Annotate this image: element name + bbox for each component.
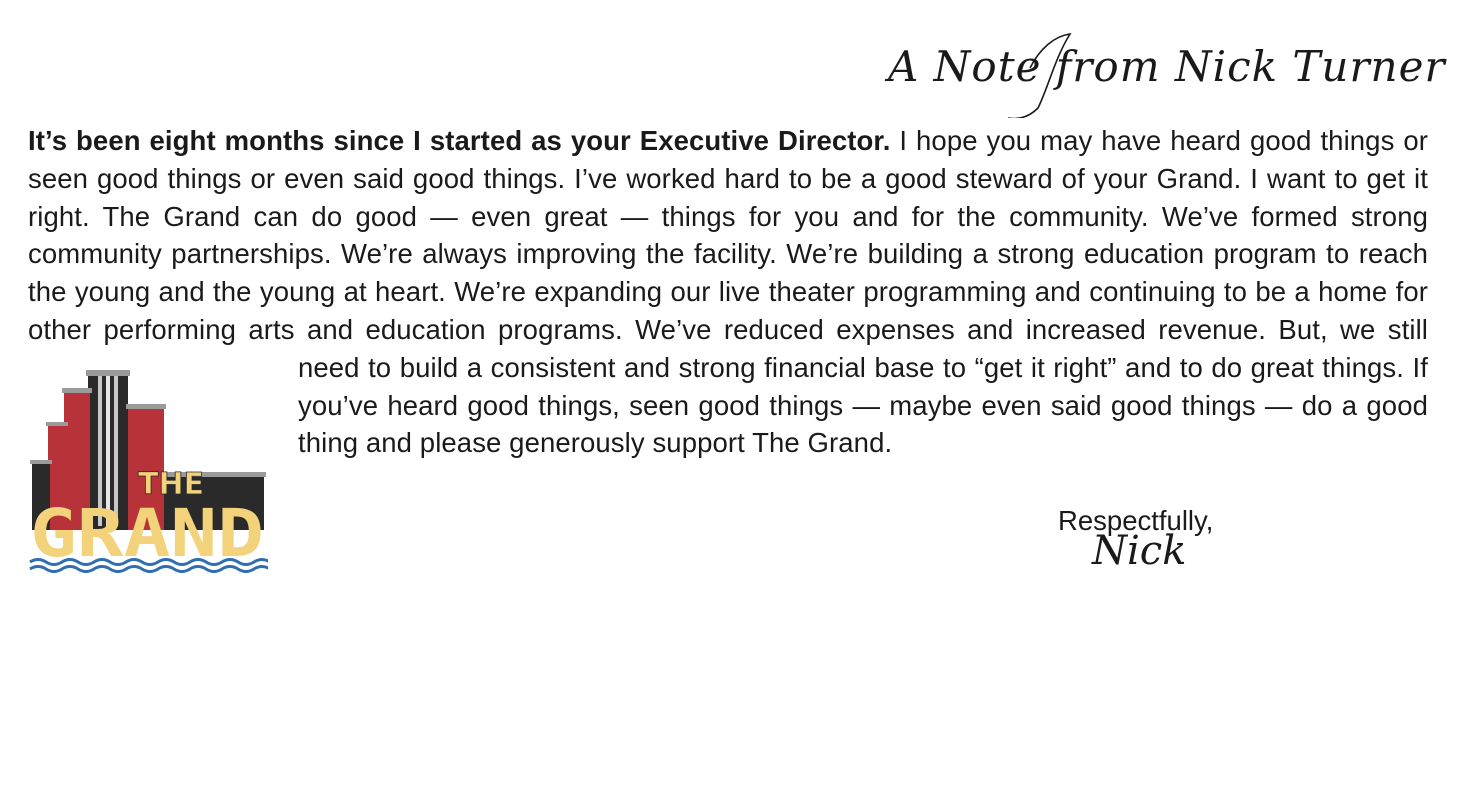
logo-text-the: THE xyxy=(138,467,205,502)
closing-text: Respectfully, xyxy=(1058,505,1214,536)
the-grand-logo xyxy=(28,366,268,576)
heading-text: A Note from Nick Turner xyxy=(888,42,1446,91)
lead-sentence: It’s been eight months since I started as your Executive Director. xyxy=(28,125,891,156)
signature: Nick xyxy=(1092,528,1187,574)
logo-text-grand: GRAND xyxy=(30,495,264,572)
logo-spacer xyxy=(28,576,298,806)
note-heading xyxy=(880,28,1446,118)
letter-text: I hope you may have heard good things or seen good things or even said good things. I’ve worked hard to be a good steward of your Grand. I want to get it right. The Grand can do good — even great — things for you and for the community. We’ve formed strong community partnerships. We’re always improving the facility. We’re building a strong education program to reach the young and the young at heart. We’re expanding our live theater programming and continuing to be a home for other performing arts and education programs. We’ve reduced expenses and increased revenue. But, we still need to build a consistent and strong financial base to “get it right” and to do great things. If you’ve heard good things, seen good things — maybe even said good things — do a good thing and please generously support The Grand. xyxy=(28,125,1428,459)
